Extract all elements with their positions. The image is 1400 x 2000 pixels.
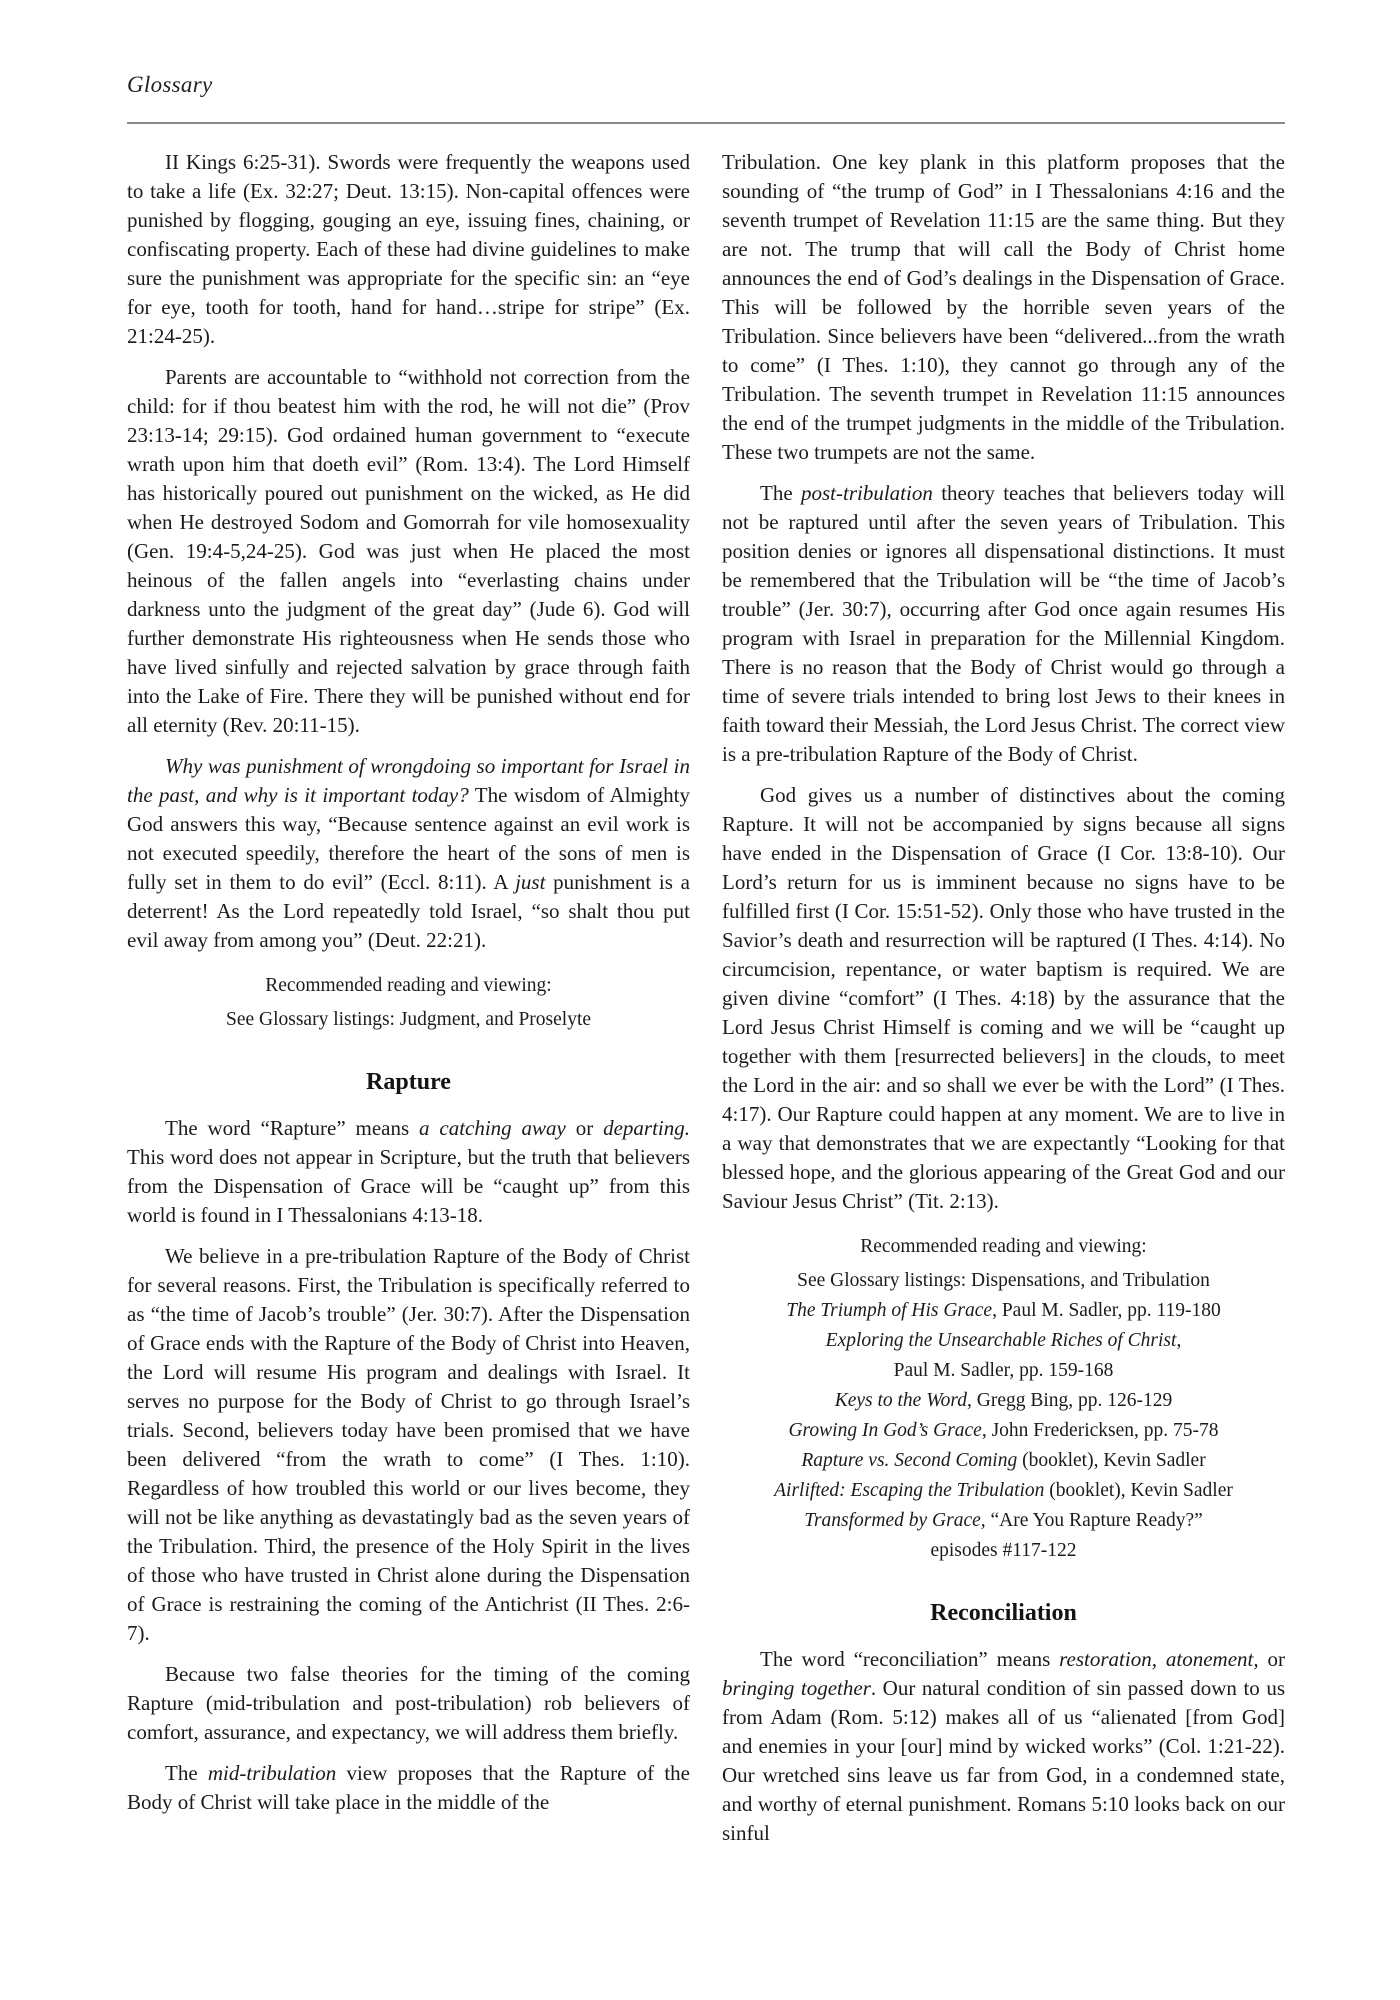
italic-text-run: just: [515, 870, 546, 894]
section-heading: Reconciliation: [930, 1600, 1077, 1626]
text-run: “Are You Rapture Ready?”: [985, 1510, 1203, 1531]
text-run: See Glossary listings: Dispensations, and Tribulation: [797, 1270, 1210, 1291]
text-run: The wisdom of Almighty God answers this way, “Because sentence against an evil work is not executed speedily, therefore the heart of the sons of men is fully set in them to do evil” (Eccl. 8:11). A: [127, 783, 690, 894]
header-divider-rule: [127, 122, 1285, 124]
body-paragraph: [127, 1759, 690, 1817]
text-run: Tribulation. One key plank in this platform proposes that the sounding of “the trump of God” in I Thessalonians 4:16 and the seventh trumpet of Revelation 11:15 are the same thing. But they are not. The trump that will call the Body of Christ home announces the end of God’s dealings in the Dispensation of Grace. This will be followed by the horrible seven years of the Tribulation. Since believers have been “delivered...from the wrath to come” (I Thes. 1:10), they cannot go through any of the Tribulation. The seventh trumpet in Revelation 11:15 announces the end of the trumpet judgments in the middle of the Tribulation. These two trumpets are not the same.: [722, 150, 1285, 464]
text-run: theory teaches that believers today will not be raptured until after the seven years of Tribulation. This position denies or ignores all dispensational distinctions. It must be remembered that the Tribulation will be “the time of Jacob’s trouble” (Jer. 30:7), occurring after God once again resumes His program with Israel in preparation for the Millennial Kingdom. There is no reason that the Body of Christ would go through a time of severe trials intended to bring lost Jews to their knees in faith toward their Messiah, the Lord Jesus Christ. The correct view is a pre-tribulation Rapture of the Body of Christ.: [722, 481, 1285, 766]
text-run: The: [165, 1761, 208, 1785]
body-paragraph: [127, 148, 690, 351]
two-column-text-area: [127, 148, 1285, 1860]
text-run: Because two false theories for the timing of the coming Rapture (mid-tribulation and post-tribulation) rob believers of comfort, assurance, and expectancy, we will address them briefly.: [127, 1662, 690, 1744]
text-run: We believe in a pre-tribulation Rapture of the Body of Christ for several reasons. First, the Tribulation is specifically referred to as “the time of Jacob’s trouble” (Jer. 30:7). After the Dispensation of Grace ends with the Rapture of the Body of Christ into Heaven, the Lord will resume His program and dealings with Israel. It serves no purpose for the Body of Christ to go through Israel’s trials. Second, believers today have been promised that we have been delivered “from the wrath to come” (I Thes. 1:10). Regardless of how troubled this world or our lives become, they will not be like anything as devastatingly bad as the seven years of the Tribulation. Third, the presence of the Holy Spirit in the lives of those who have trusted in Christ alone during the Dispensation of Grace is restraining the coming of the Antichrist (II Thes. 2:6-7).: [127, 1244, 690, 1645]
text-run: Paul M. Sadler, pp. 159-168: [893, 1360, 1114, 1381]
recommended-reading-block: [722, 1232, 1285, 1566]
text-run: This word does not appear in Scripture, but the truth that believers from the Dispensation of Grace will be “caught up” from this world is found in I Thessalonians 4:13-18.: [127, 1145, 690, 1227]
text-run: , Paul M. Sadler, pp. 119-180: [992, 1300, 1221, 1321]
page-title: Glossary: [127, 72, 213, 97]
right-column: [722, 148, 1285, 1860]
body-paragraph: [127, 752, 690, 955]
italic-text-run: Growing In God’s Grace: [788, 1420, 982, 1441]
italic-text-run: Keys to the Word: [834, 1390, 968, 1411]
reading-line: [722, 1476, 1285, 1506]
body-paragraph: [127, 363, 690, 740]
body-paragraph: [722, 781, 1285, 1216]
italic-text-run: Rapture vs. Second Coming: [801, 1450, 1018, 1471]
italic-text-run: Airlifted: Escaping the Tribulation: [774, 1480, 1045, 1501]
reading-line: [722, 1536, 1285, 1566]
italic-text-run: Exploring the Unsearchable Riches of Christ: [825, 1330, 1177, 1351]
reading-line: [722, 1416, 1285, 1446]
text-run: (booklet), Kevin Sadler: [1044, 1480, 1233, 1501]
italic-text-run: a catching away: [419, 1116, 566, 1140]
text-run: punishment is a deterrent! As the Lord repeatedly told Israel, “so shalt thou put evil away from among you” (Deut. 22:21).: [127, 870, 690, 952]
text-run: , John Fredericksen, pp. 75-78: [981, 1420, 1219, 1441]
text-run: , Gregg Bing, pp. 126-129: [967, 1390, 1173, 1411]
reading-line: [722, 1356, 1285, 1386]
reading-line: [722, 1296, 1285, 1326]
body-paragraph: [722, 479, 1285, 769]
text-run: episodes #117-122: [930, 1540, 1077, 1561]
reading-line: [722, 1386, 1285, 1416]
italic-text-run: Transformed by Grace,: [804, 1510, 986, 1531]
reading-line: [722, 1266, 1285, 1296]
section-heading: Rapture: [366, 1069, 451, 1095]
body-paragraph: [127, 1660, 690, 1747]
body-paragraph: [722, 1645, 1285, 1848]
text-run: The word “Rapture” means: [165, 1116, 420, 1140]
text-run: or: [565, 1116, 604, 1140]
body-paragraph: [722, 148, 1285, 467]
italic-text-run: post-tribulation: [801, 481, 933, 505]
italic-text-run: Why was punishment of wrongdoing so important for Israel in the past, and why is it important today?: [127, 754, 690, 807]
recommended-reading-block: [127, 971, 690, 1035]
text-run: ,: [1176, 1330, 1182, 1351]
italic-text-run: The Triumph of His Grace: [786, 1300, 993, 1321]
reading-line: [722, 1232, 1285, 1262]
text-run: or: [1258, 1647, 1286, 1671]
reading-line: [722, 1446, 1285, 1476]
text-run: view proposes that the Rapture of the Body of Christ will take place in the middle of the: [127, 1761, 690, 1814]
italic-text-run: departing.: [603, 1116, 691, 1140]
text-run: Recommended reading and viewing:: [860, 1236, 1147, 1257]
reading-line: [722, 1506, 1285, 1536]
italic-text-run: restoration, atonement,: [1059, 1647, 1259, 1671]
text-run: (booklet), Kevin Sadler: [1017, 1450, 1206, 1471]
text-run: II Kings 6:25-31). Swords were frequently the weapons used to take a life (Ex. 32:27; Deut. 13:15). Non-capital offences were punished by flogging, gouging an eye, issuing fines, chaining, or confiscating property. Each of these had divine guidelines to make sure the punishment was appropriate for the specific sin: an “eye for eye, tooth for tooth, hand for hand…stripe for stripe” (Ex. 21:24-25).: [127, 150, 690, 348]
text-run: Recommended reading and viewing:: [265, 975, 552, 996]
text-run: . Our natural condition of sin passed down to us from Adam (Rom. 5:12) makes all of us “alienated [from God] and enemies in your [our] mind by wicked works” (Col. 1:21-22). Our wretched sins leave us far from God, in a condemned state, and worthy of eternal punishment. Romans 5:10 looks back on our sinful: [722, 1676, 1285, 1845]
italic-text-run: bringing together: [722, 1676, 871, 1700]
text-run: God gives us a number of distinctives about the coming Rapture. It will not be accompanied by signs because all signs have ended in the Dispensation of Grace (I Cor. 13:8-10). Our Lord’s return for us is imminent because no signs have to be fulfilled first (I Cor. 15:51-52). Only those who have trusted in the Savior’s death and resurrection will be raptured (I Thes. 4:14). No circumcision, repentance, or water baptism is required. We are given divine “comfort” (I Thes. 4:18) by the assurance that the Lord Jesus Christ Himself is coming and we will be “caught up together with them [resurrected believers] in the clouds, to meet the Lord in the air: and so shall we ever be with the Lord” (I Thes. 4:17). Our Rapture could happen at any moment. We are to live in a way that demonstrates that we are expectantly “Looking for that blessed hope, and the glorious appearing of the Great God and our Saviour Jesus Christ” (Tit. 2:13).: [722, 783, 1285, 1213]
reading-line: [127, 1005, 690, 1035]
italic-text-run: mid-tribulation: [207, 1761, 337, 1785]
body-paragraph: [127, 1114, 690, 1230]
text-run: See Glossary listings: Judgment, and Proselyte: [225, 1009, 592, 1030]
text-run: Parents are accountable to “withhold not correction from the child: for if thou beatest him with the rod, he will not die” (Prov 23:13-14; 29:15). God ordained human government to “execute wrath upon him that doeth evil” (Rom. 13:4). The Lord Himself has historically poured out punishment on the wicked, as He did when He destroyed Sodom and Gomorrah for vile homosexuality (Gen. 19:4-5,24-25). God was just when He placed the most heinous of the fallen angels into “everlasting chains under darkness unto the judgment of the great day” (Jude 6). God will further demonstrate His righteousness when He sends those who have lived sinfully and rejected salvation by grace through faith into the Lake of Fire. There they will be punished without end for all eternity (Rev. 20:11-15).: [127, 365, 690, 737]
text-run: The: [760, 481, 801, 505]
reading-line: [722, 1326, 1285, 1356]
reading-line: [127, 971, 690, 1001]
left-column: [127, 148, 690, 1860]
body-paragraph: [127, 1242, 690, 1648]
text-run: The word “reconciliation” means: [760, 1647, 1060, 1671]
